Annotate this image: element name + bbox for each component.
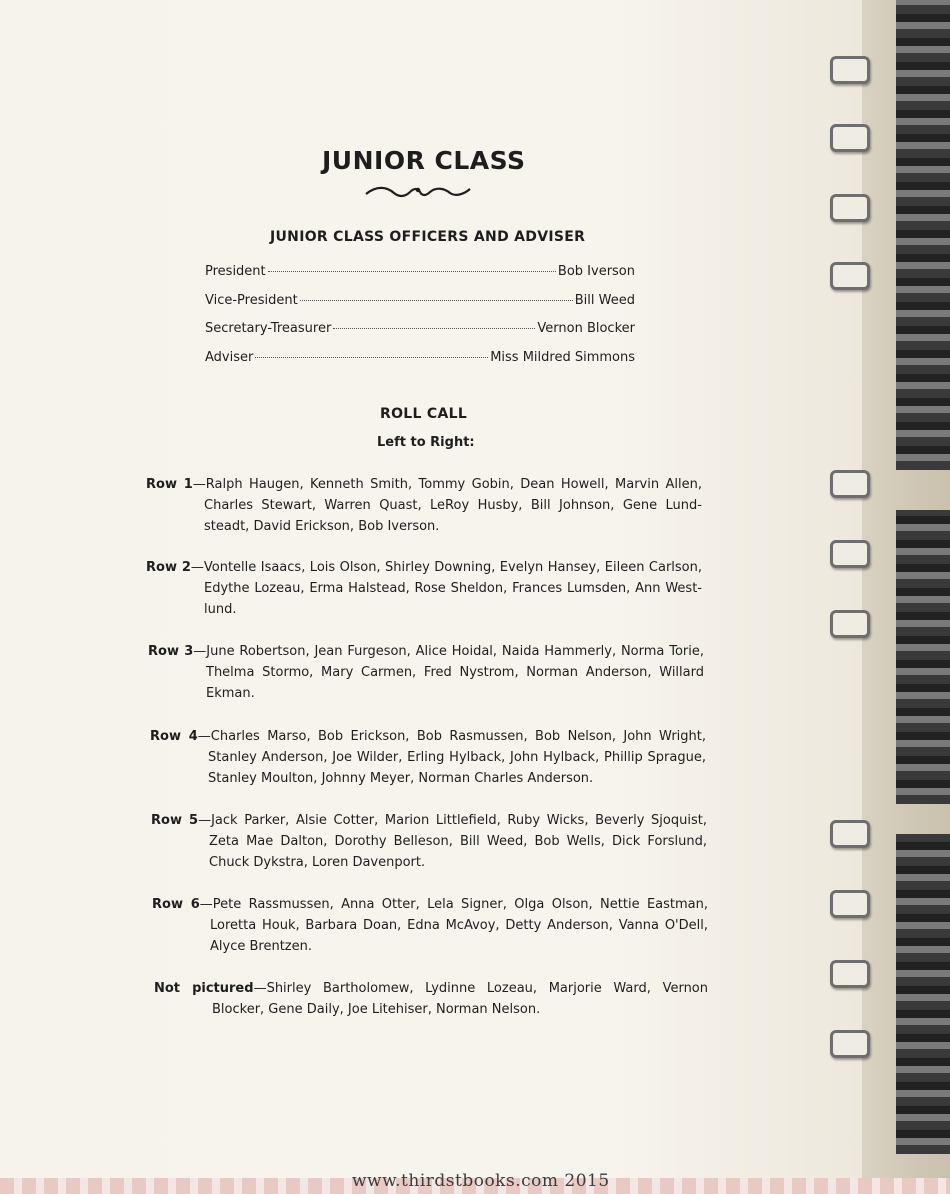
row-label: Row 5 [151, 813, 199, 828]
row-label: Row 1 [146, 477, 193, 492]
officer-row [205, 264, 635, 293]
row-label: Row 4 [150, 729, 198, 744]
dash: — [198, 813, 212, 828]
row-names: Vontelle Isaacs, Lois Olson, Shirley Downing, Evelyn Hansey, Eileen Carlson, Edythe Lozeau, Erma Halstead, Rose Sheldon, Frances Lumsden, Ann Westlund. [203, 560, 703, 617]
officer-row [205, 293, 635, 322]
officer-role: Secretary-Treasurer [205, 321, 332, 336]
roll-row [146, 474, 702, 537]
row-names: Charles Marso, Bob Erickson, Bob Rasmussen, Bob Nelson, John Wright, Stanley Anderson, Joe Wilder, Erling Hylback, John Hylback, Phillip Sprague, Stanley Moulton, Johnny Meyer, Norman Charles Anderson. [208, 729, 706, 786]
photo-strip [896, 834, 950, 1154]
dash: — [192, 477, 206, 492]
binding-ring-icon [830, 56, 870, 84]
binding-ring-icon [830, 1030, 870, 1058]
roll-call-heading: ROLL CALL [380, 406, 468, 422]
watermark: www.thirdstbooks.com 2015 [352, 1171, 610, 1191]
binding-ring-icon [830, 194, 870, 222]
dot-leader [300, 300, 573, 301]
scroll-ornament-icon [364, 184, 472, 200]
officer-name: Miss Mildred Simmons [490, 349, 635, 365]
roll-row [150, 726, 706, 789]
officer-role: Vice-President [205, 292, 298, 308]
officer-role: President [205, 264, 266, 279]
dot-leader [268, 271, 556, 272]
officer-name: Vernon Blocker [537, 321, 635, 336]
binding-ring-icon [830, 890, 870, 918]
officers-heading: JUNIOR CLASS OFFICERS AND ADVISER [270, 229, 586, 245]
dash: — [190, 560, 204, 575]
officer-row [205, 350, 635, 379]
roll-call-subheading: Left to Right: [377, 435, 475, 450]
photo-strip [896, 0, 950, 470]
dash: — [253, 981, 267, 996]
officer-name: Bob Iverson [557, 264, 635, 279]
roll-row [148, 641, 704, 704]
binding-ring-icon [830, 124, 870, 152]
dot-leader [333, 328, 535, 329]
officer-name: Bill Weed [574, 292, 635, 308]
dash: — [197, 729, 211, 744]
row-label: Row 2 [146, 560, 191, 575]
row-names: Ralph Haugen, Kenneth Smith, Tommy Gobin, Dean Howell, Marvin Allen, Charles Stewart, Warren Quast, LeRoy Husby, Bill Johnson, Gene Lundsteadt, David Erickson, Bob Iverson. [204, 477, 702, 534]
roll-row [146, 557, 702, 620]
binding-ring-icon [830, 820, 870, 848]
binding-ring-icon [830, 470, 870, 498]
photo-strip [896, 510, 950, 804]
roll-row [151, 810, 707, 873]
roll-row [152, 894, 708, 957]
dot-leader [255, 357, 488, 358]
dash: — [193, 644, 207, 659]
row-label: Row 6 [152, 897, 200, 912]
page-title: JUNIOR CLASS [322, 146, 526, 175]
binding-ring-icon [830, 960, 870, 988]
row-names: Pete Rassmussen, Anna Otter, Lela Signer, Olga Olson, Nettie Eastman, Loretta Houk, Barbara Doan, Edna McAvoy, Detty Anderson, Vanna O'Dell, Alyce Brentzen. [210, 897, 708, 954]
row-label: Not pictured [154, 981, 254, 996]
officer-role: Adviser [205, 349, 254, 365]
officers-list [205, 264, 635, 378]
binding-ring-icon [830, 540, 870, 568]
row-names: Shirley Bartholomew, Lydinne Lozeau, Marjorie Ward, Vernon Blocker, Gene Daily, Joe Litehiser, Norman Nelson. [212, 981, 708, 1017]
officer-row [205, 321, 635, 350]
row-label: Row 3 [148, 644, 194, 659]
row-names: Jack Parker, Alsie Cotter, Marion Littlefield, Ruby Wicks, Beverly Sjoquist, Zeta Mae Dalton, Dorothy Belleson, Bill Weed, Bob Wells, Dick Forslund, Chuck Dykstra, Loren Davenport. [209, 813, 707, 870]
row-names: June Robertson, Jean Furgeson, Alice Hoidal, Naida Hammerly, Norma Torie, Thelma Stormo, Mary Carmen, Fred Nystrom, Norman Anderson, Willard Ekman. [206, 644, 704, 701]
binding-ring-icon [830, 610, 870, 638]
dash: — [199, 897, 213, 912]
roll-row-not-pictured [154, 978, 708, 1020]
binding-ring-icon [830, 262, 870, 290]
